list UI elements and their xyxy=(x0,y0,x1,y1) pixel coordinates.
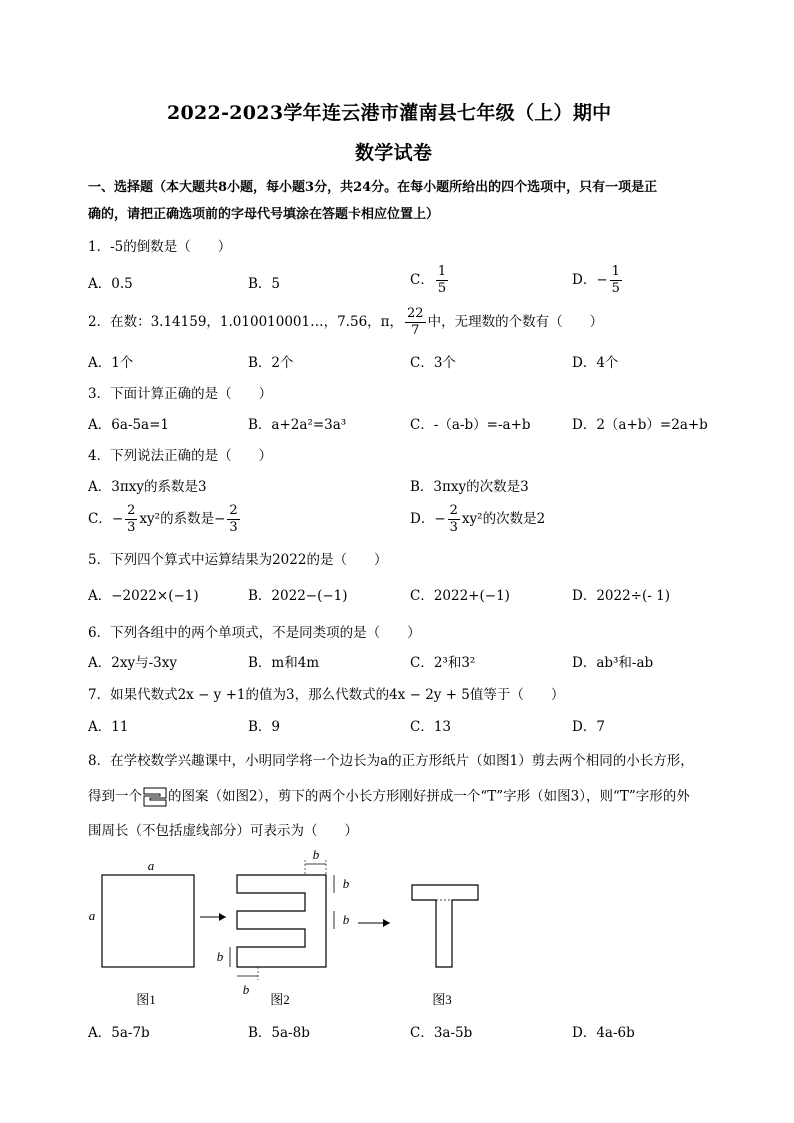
stem-text: 中，无理数的个数有（ ） xyxy=(427,314,604,330)
fraction-denominator: 3 xyxy=(229,520,238,535)
question-5-option-b: B．2022−(−1) xyxy=(248,588,348,604)
fraction-numerator: 22 xyxy=(407,306,424,321)
question-7-option-d: D．7 xyxy=(572,719,605,735)
fraction-numerator: 1 xyxy=(611,264,620,279)
fraction-denominator: 3 xyxy=(449,520,458,535)
question-3-stem: 3．下面计算正确的是（ ） xyxy=(88,386,273,402)
page-title: 2022-2023学年连云港市灌南县七年级（上）期中 xyxy=(167,102,612,124)
fraction-denominator: 5 xyxy=(437,281,447,296)
figure-2-label-b-right-1: b xyxy=(342,876,350,891)
question-8-line1: 8．在学校数学兴趣课中，小明同学将一个边长为a的正方形纸片（如图1）剪去两个相同的小长方形， xyxy=(88,753,694,769)
option-text: xy²的系数是− xyxy=(139,511,226,527)
question-8-option-c: C．3a-5b xyxy=(410,1025,473,1041)
z-shape-inline-icon xyxy=(142,786,168,808)
question-1-option-a: A．0.5 xyxy=(88,276,133,292)
question-4-option-d xyxy=(410,503,545,536)
fraction-denominator: 7 xyxy=(411,323,420,338)
fraction-denominator: 5 xyxy=(611,281,620,296)
stem-text: 2．在数：3.14159，1.010010001…，7.56，π， xyxy=(88,314,404,330)
question-8-line2 xyxy=(88,786,690,808)
figure-1-square xyxy=(102,875,194,967)
question-1-option-c xyxy=(410,264,450,297)
question-5-option-c: C．2022+(−1) xyxy=(410,588,510,604)
question-6-option-c: C．2³和3² xyxy=(410,655,476,671)
question-1-stem: 1．-5的倒数是（ ） xyxy=(88,239,232,255)
question-2-option-a: A．1个 xyxy=(88,355,134,371)
question-2-option-c: C．3个 xyxy=(410,355,456,371)
question-4-stem: 4．下列说法正确的是（ ） xyxy=(88,448,273,464)
question-6-option-d: D．ab³和-ab xyxy=(572,655,654,671)
question-6-option-b: B．m和4m xyxy=(248,655,320,671)
arrow-2-head xyxy=(383,919,390,927)
question-7-option-b: B．9 xyxy=(248,719,281,735)
question-4-option-b: B．3πxy的次数是3 xyxy=(410,479,529,495)
question-7-option-c: C．13 xyxy=(410,719,452,735)
option-label: C．− xyxy=(88,511,124,527)
question-7-option-a: A．11 xyxy=(88,719,129,735)
question-5-option-d: D．2022÷(- 1) xyxy=(572,588,670,604)
option-label: D．− xyxy=(410,511,446,527)
question-6-option-a: A．2xy与-3xy xyxy=(88,655,177,671)
figure-2-label-b-left: b xyxy=(216,949,224,964)
figure-2-label-b-top: b xyxy=(312,848,320,862)
fraction-denominator: 3 xyxy=(127,520,136,535)
question-8-option-a: A．5a-7b xyxy=(88,1025,150,1041)
question-5-option-a: A．−2022×(−1) xyxy=(88,588,199,604)
question-2-option-b: B．2个 xyxy=(248,355,294,371)
fraction-numerator: 2 xyxy=(127,503,136,518)
page-subtitle: 数学试卷 xyxy=(355,142,433,164)
figure-3-caption: 图3 xyxy=(432,992,452,1007)
figure-1-caption: 图1 xyxy=(136,992,156,1007)
stem-text: 的图案（如图2），剪下的两个小长方形刚好拼成一个“T”字形（如图3），则“T”字形的外 xyxy=(168,788,690,805)
question-5-stem: 5．下列四个算式中运算结果为2022的是（ ） xyxy=(88,552,388,568)
figure-2-z-outline xyxy=(237,875,326,967)
question-3-option-d: D．2（a+b）=2a+b xyxy=(572,417,708,433)
question-3-option-c: C．-（a-b）=-a+b xyxy=(410,417,531,433)
section-header-line2: 确的，请把正确选项前的字母代号填涂在答题卡相应位置上） xyxy=(88,207,440,222)
option-label: C． xyxy=(410,272,434,288)
figure-2-label-b-right-2: b xyxy=(342,912,350,927)
question-2-option-d: D．4个 xyxy=(572,355,619,371)
question-4-option-a: A．3πxy的系数是3 xyxy=(88,479,207,495)
figure-2-label-b-bottom: b xyxy=(242,982,250,997)
figure-2-caption: 图2 xyxy=(270,992,290,1007)
figure-1-label-left: a xyxy=(88,908,96,923)
question-8-line3: 围周长（不包括虚线部分）可表示为（ ） xyxy=(88,823,358,839)
question-2-stem xyxy=(88,306,603,339)
question-8-figure xyxy=(80,848,500,1018)
option-text: xy²的次数是2 xyxy=(461,511,546,527)
fraction-numerator: 2 xyxy=(449,503,458,518)
figure-3-t-shape xyxy=(412,885,478,967)
section-header-line1: 一、选择题（本大题共8小题，每小题3分，共24分。在每小题所给出的四个选项中，只有一项是正 xyxy=(88,180,658,195)
question-8-option-b: B．5a-8b xyxy=(248,1025,310,1041)
question-1-option-d xyxy=(572,264,624,297)
question-7-stem: 7．如果代数式2x − y +1的值为3，那么代数式的4x − 2y + 5值等于（ ） xyxy=(88,687,565,703)
question-8-option-d: D．4a-6b xyxy=(572,1025,635,1041)
figure-2-shape xyxy=(237,875,326,967)
figure-1-label-top: a xyxy=(147,858,155,873)
question-3-option-a: A．6a-5a=1 xyxy=(88,417,169,433)
option-label: D．− xyxy=(572,272,608,288)
fraction-numerator: 2 xyxy=(229,503,238,518)
stem-text: 得到一个 xyxy=(88,788,142,805)
question-4-option-c xyxy=(88,503,242,536)
question-1-option-b: B．5 xyxy=(248,276,281,292)
fraction-numerator: 1 xyxy=(437,264,447,279)
question-3-option-b: B．a+2a²=3a³ xyxy=(248,417,347,433)
question-6-stem: 6．下列各组中的两个单项式，不是同类项的是（ ） xyxy=(88,625,421,641)
arrow-1-head xyxy=(219,913,226,921)
